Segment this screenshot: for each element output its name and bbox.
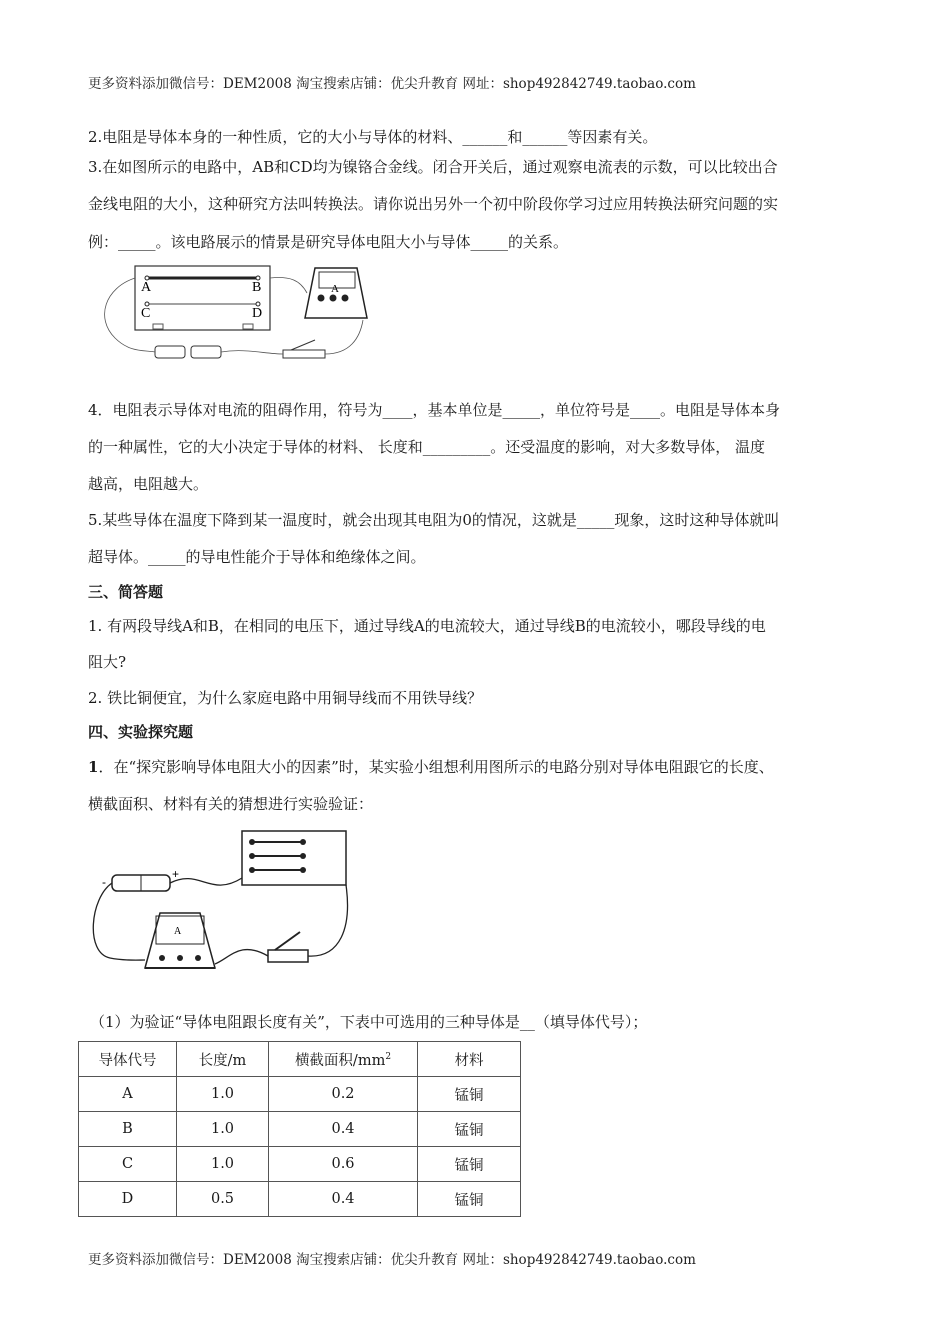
board — [242, 831, 346, 885]
table-header-cell: 材料 — [418, 1042, 521, 1077]
table-header-cell: 导体代号 — [79, 1042, 177, 1077]
table-cell: 锰铜 — [418, 1112, 521, 1147]
label-d: D — [252, 306, 263, 321]
table-cell: 0.5 — [177, 1182, 269, 1217]
table-header-cell: 长度/m — [177, 1042, 269, 1077]
table-cell: 0.4 — [269, 1112, 418, 1147]
page-header: 更多资料添加微信号：DEM2008 淘宝搜索店铺：优尖升教育 网址：shop492842749.taobao.com — [88, 76, 696, 92]
table-cell: 1.0 — [177, 1147, 269, 1182]
table-cell: B — [79, 1112, 177, 1147]
section-heading-4: 四、实验探究题 — [88, 723, 194, 741]
q3-line3: 例：_____。该电路展示的情景是研究导体电阻大小与导体_____的关系。 — [88, 233, 569, 251]
table-row — [79, 1182, 521, 1217]
label-a: A — [141, 280, 152, 295]
section-heading-3: 三、简答题 — [88, 583, 164, 601]
exp-q1-number: 1 — [88, 758, 99, 776]
table-cell: 1.0 — [177, 1112, 269, 1147]
switch-icon — [268, 950, 308, 962]
table-cell: 0.2 — [269, 1077, 418, 1112]
ammeter-label: A — [174, 926, 182, 937]
table-row — [79, 1112, 521, 1147]
board — [135, 266, 270, 330]
label-c: C — [141, 306, 151, 321]
table-cell: C — [79, 1147, 177, 1182]
table-cell: A — [79, 1077, 177, 1112]
table-header-cell: 横截面积$/mm^2$ — [269, 1042, 418, 1077]
table-cell: 0.6 — [269, 1147, 418, 1182]
ammeter-label: A — [331, 283, 339, 295]
label-b: B — [252, 280, 262, 295]
q4-line3: 越高，电阻越大。 — [88, 475, 209, 493]
svg-text:+: + — [172, 867, 180, 881]
short-q1-line2: 阻大? — [88, 653, 127, 671]
short-q2: 2. 铁比铜便宜，为什么家庭电路中用铜导线而不用铁导线？ — [88, 689, 483, 707]
exp-q1-line1 — [88, 757, 774, 777]
page-footer: 更多资料添加微信号：DEM2008 淘宝搜索店铺：优尖升教育 网址：shop492842749.taobao.com — [88, 1252, 696, 1268]
table-row — [79, 1077, 521, 1112]
table-cell: 1.0 — [177, 1077, 269, 1112]
q2-fill-blank: 2.电阻是导体本身的一种性质，它的大小与导体的材料、______和______等因素有关。 — [88, 128, 658, 146]
battery-icon — [155, 346, 185, 358]
q3-line2: 金线电阻的大小，这种研究方法叫转换法。请你说出另外一个初中阶段你学习过应用转换法研究问题的实 — [88, 195, 779, 213]
table-cell: 0.4 — [269, 1182, 418, 1217]
circuit-figure-1 — [95, 258, 425, 373]
svg-text:-: - — [102, 875, 106, 889]
q4-line2: 的一种属性，它的大小决定于导体的材料、 长度和_________。还受温度的影响，对大多数导体， 温度 — [88, 438, 766, 456]
switch-icon — [283, 350, 325, 358]
table-cell: 锰铜 — [418, 1077, 521, 1112]
table-row — [79, 1147, 521, 1182]
table-header-row — [79, 1042, 521, 1077]
q5-line2: 超导体。_____的导电性能介于导体和绝缘体之间。 — [88, 548, 426, 566]
conductor-table — [78, 1041, 521, 1217]
q5-line1: 5.某些导体在温度下降到某一温度时，就会出现其电阻为0的情况，这就是_____现象，这时这种导体就叫 — [88, 511, 780, 529]
short-q1-line1: 1. 有两段导线A和B，在相同的电压下，通过导线A的电流较大，通过导线B的电流较小，哪段导线的电 — [88, 617, 766, 635]
table-cell: 锰铜 — [418, 1147, 521, 1182]
exp-q1-sub1: （1）为验证“导体电阻跟长度有关”，下表中可选用的三种导体是__（填导体代号）； — [90, 1013, 648, 1031]
exp-q1-text: ．在“探究影响导体电阻大小的因素”时，某实验小组想利用图所示的电路分别对导体电阻跟它的长度、 — [98, 758, 774, 776]
exp-q1-line2: 横截面积、材料有关的猜想进行实验验证： — [88, 795, 374, 813]
q4-line1: 4．电阻表示导体对电流的阻碍作用，符号为____，基本单位是_____，单位符号是____。电阻是导体本身 — [88, 401, 781, 419]
circuit-figure-2 — [90, 828, 360, 978]
table-cell: 锰铜 — [418, 1182, 521, 1217]
battery-icon — [191, 346, 221, 358]
q3-line1: 3.在如图所示的电路中，AB和CD均为镍铬合金线。闭合开关后，通过观察电流表的示数，可以比较出合 — [88, 158, 778, 176]
table-cell: D — [79, 1182, 177, 1217]
